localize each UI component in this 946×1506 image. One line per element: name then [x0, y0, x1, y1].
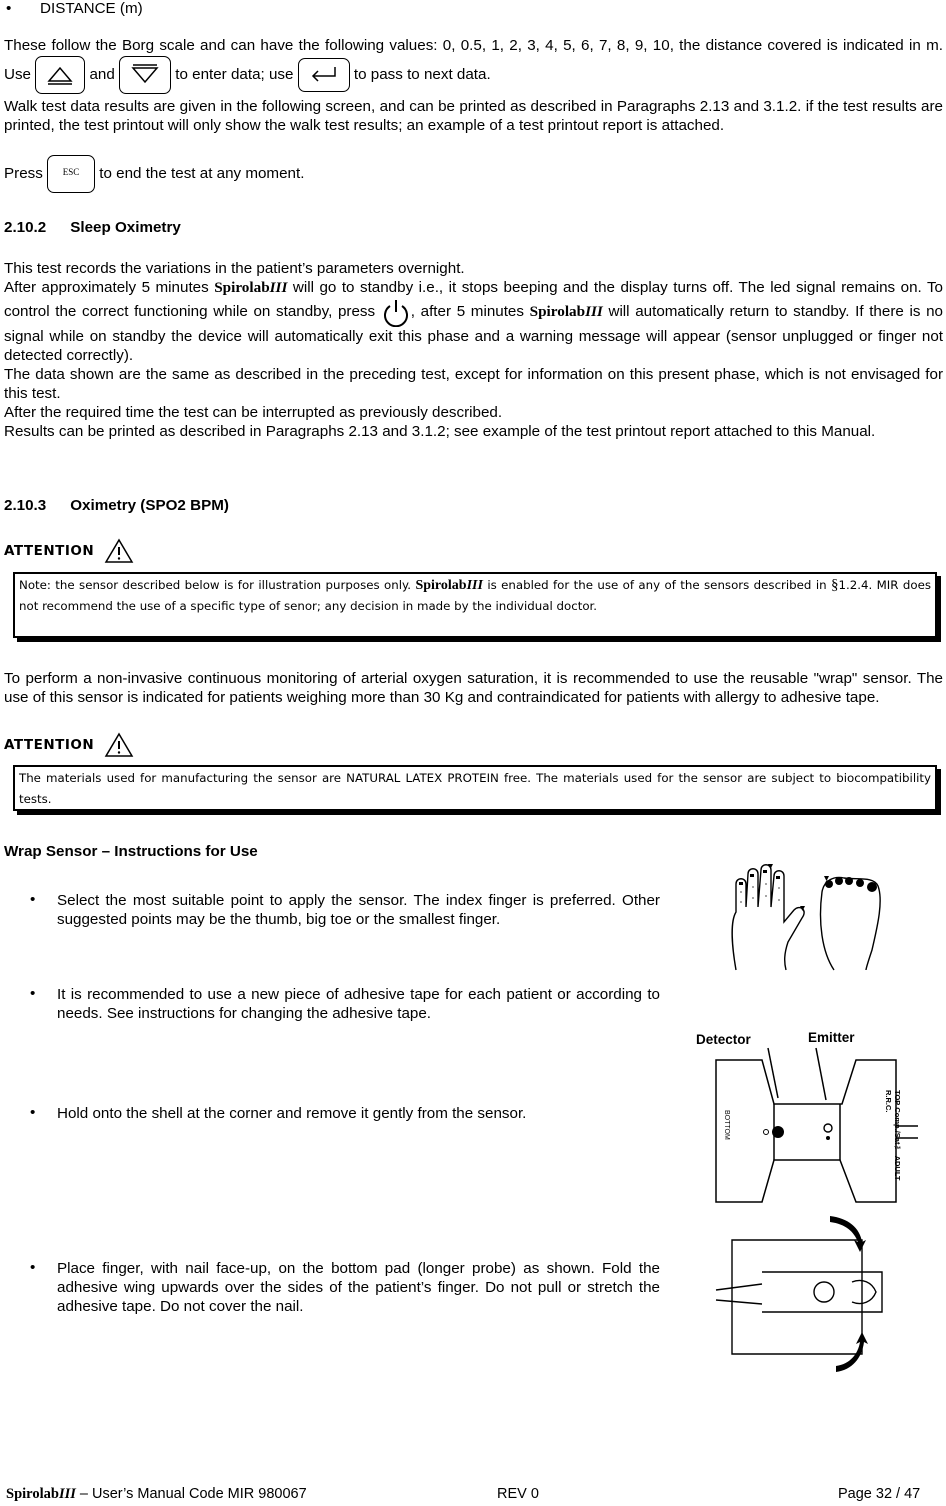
- list-item: • Hold onto the shell at the corner and remove it gently from the sensor.: [30, 1104, 527, 1122]
- esc-key-icon: ESC: [47, 155, 95, 193]
- enter-key-icon: [298, 58, 350, 92]
- footer-page-number: Page 32 / 47: [838, 1486, 921, 1502]
- paragraph-borg: These follow the Borg scale and can have the following values: 0, 0.5, 1, 2, 3, 4, 5, 6, 7, 8, 9, 10, the distance covered is indicated in m. Use and to enter data; use to pass to next data.: [4, 36, 943, 94]
- up-arrow-key-icon: [35, 56, 85, 94]
- paragraph-esc: Press ESC to end the test at any moment.: [4, 155, 304, 193]
- power-icon: [381, 297, 411, 327]
- attention-note-1: Note: the sensor described below is for illustration purposes only. SpirolabIII is enabled for the use of any of the sensors described in §1.2.4. MIR does not recommend the use of a specific type of senor; any decision in made by the individual doctor.: [13, 572, 937, 638]
- sensor-print-text: TOP Comp./Sat™ ADULT R.R.C.: [884, 1090, 902, 1181]
- footer-manual: SpirolabIII – User’s Manual Code MIR 980067: [6, 1486, 307, 1502]
- sensor-diagram: [696, 1030, 942, 1205]
- warning-triangle-icon: [104, 732, 134, 758]
- section-sleep-body: This test records the variations in the patient’s parameters overnight. After approximately 5 minutes SpirolabIII will go to standby i.e., it stops beeping and the display turns off. The led signal remains on. To control the correct functioning while on standby, press , after 5 minutes SpirolabIII will automatically return to standby. If there is no signal while on standby the device will automatically exit this phase and a warning message will appear (sensor unplugged or finger not detected correctly). The data shown are the same as described in the preceding test, except for information on this present phase, which is not envisaged for this test. After the required time the test can be interrupted as previously described. Results can be printed as described in Paragraphs 2.13 and 3.1.2; see example of the test printout report attached to this Manual.: [4, 260, 943, 440]
- attention-note-2: The materials used for manufacturing the sensor are NATURAL LATEX PROTEIN free. The materials used for the sensor are subject to biocompatibility tests.: [13, 765, 937, 811]
- warning-triangle-icon: [104, 538, 134, 564]
- down-arrow-key-icon: [119, 56, 171, 94]
- wrap-sensor-heading: Wrap Sensor – Instructions for Use: [4, 843, 258, 860]
- finger-placement-illustration: [712, 1212, 902, 1374]
- paragraph-walk-results: Walk test data results are given in the following screen, and can be printed as described in Paragraphs 2.13 and 3.1.2. if the test results are printed, the test printout will only show the walk test results; an example of a test printout report is attached.: [4, 98, 943, 134]
- detector-label: Detector: [696, 1032, 751, 1047]
- attention-heading-1: ATTENTION: [4, 538, 134, 564]
- bottom-label: BOTTOM: [723, 1110, 730, 1140]
- section-heading-sleep-oximetry: 2.10.2 Sleep Oximetry: [4, 219, 181, 236]
- section-heading-oximetry: 2.10.3 Oximetry (SPO2 BPM): [4, 497, 229, 514]
- paragraph-wrap-sensor: To perform a non-invasive continuous monitoring of arterial oxygen saturation, it is recommended to use the reusable "wrap" sensor. The use of this sensor is indicated for patients weighing more than 30 Kg and contraindicated for patients with allergy to adhesive tape.: [4, 670, 943, 706]
- sensor-pad-drawing: [712, 1030, 942, 1205]
- list-item: • Place finger, with nail face-up, on the bottom pad (longer probe) as shown. Fold the adhesive wing upwards over the sides of the patient’s finger. Do not pull or stretch the adhesive tape. Do not cover the nail.: [30, 1259, 660, 1315]
- list-item: • Select the most suitable point to apply the sensor. The index finger is preferred. Other suggested points may be the thumb, big toe or the smallest finger.: [30, 891, 660, 928]
- list-item: • It is recommended to use a new piece of adhesive tape for each patient or according to needs. See instructions for changing the adhesive tape.: [30, 985, 660, 1022]
- bullet-distance: • DISTANCE (m): [6, 0, 143, 17]
- hand-foot-illustration: [726, 862, 896, 974]
- emitter-label: Emitter: [808, 1030, 855, 1045]
- footer-revision: REV 0: [497, 1486, 539, 1502]
- attention-heading-2: ATTENTION: [4, 732, 134, 758]
